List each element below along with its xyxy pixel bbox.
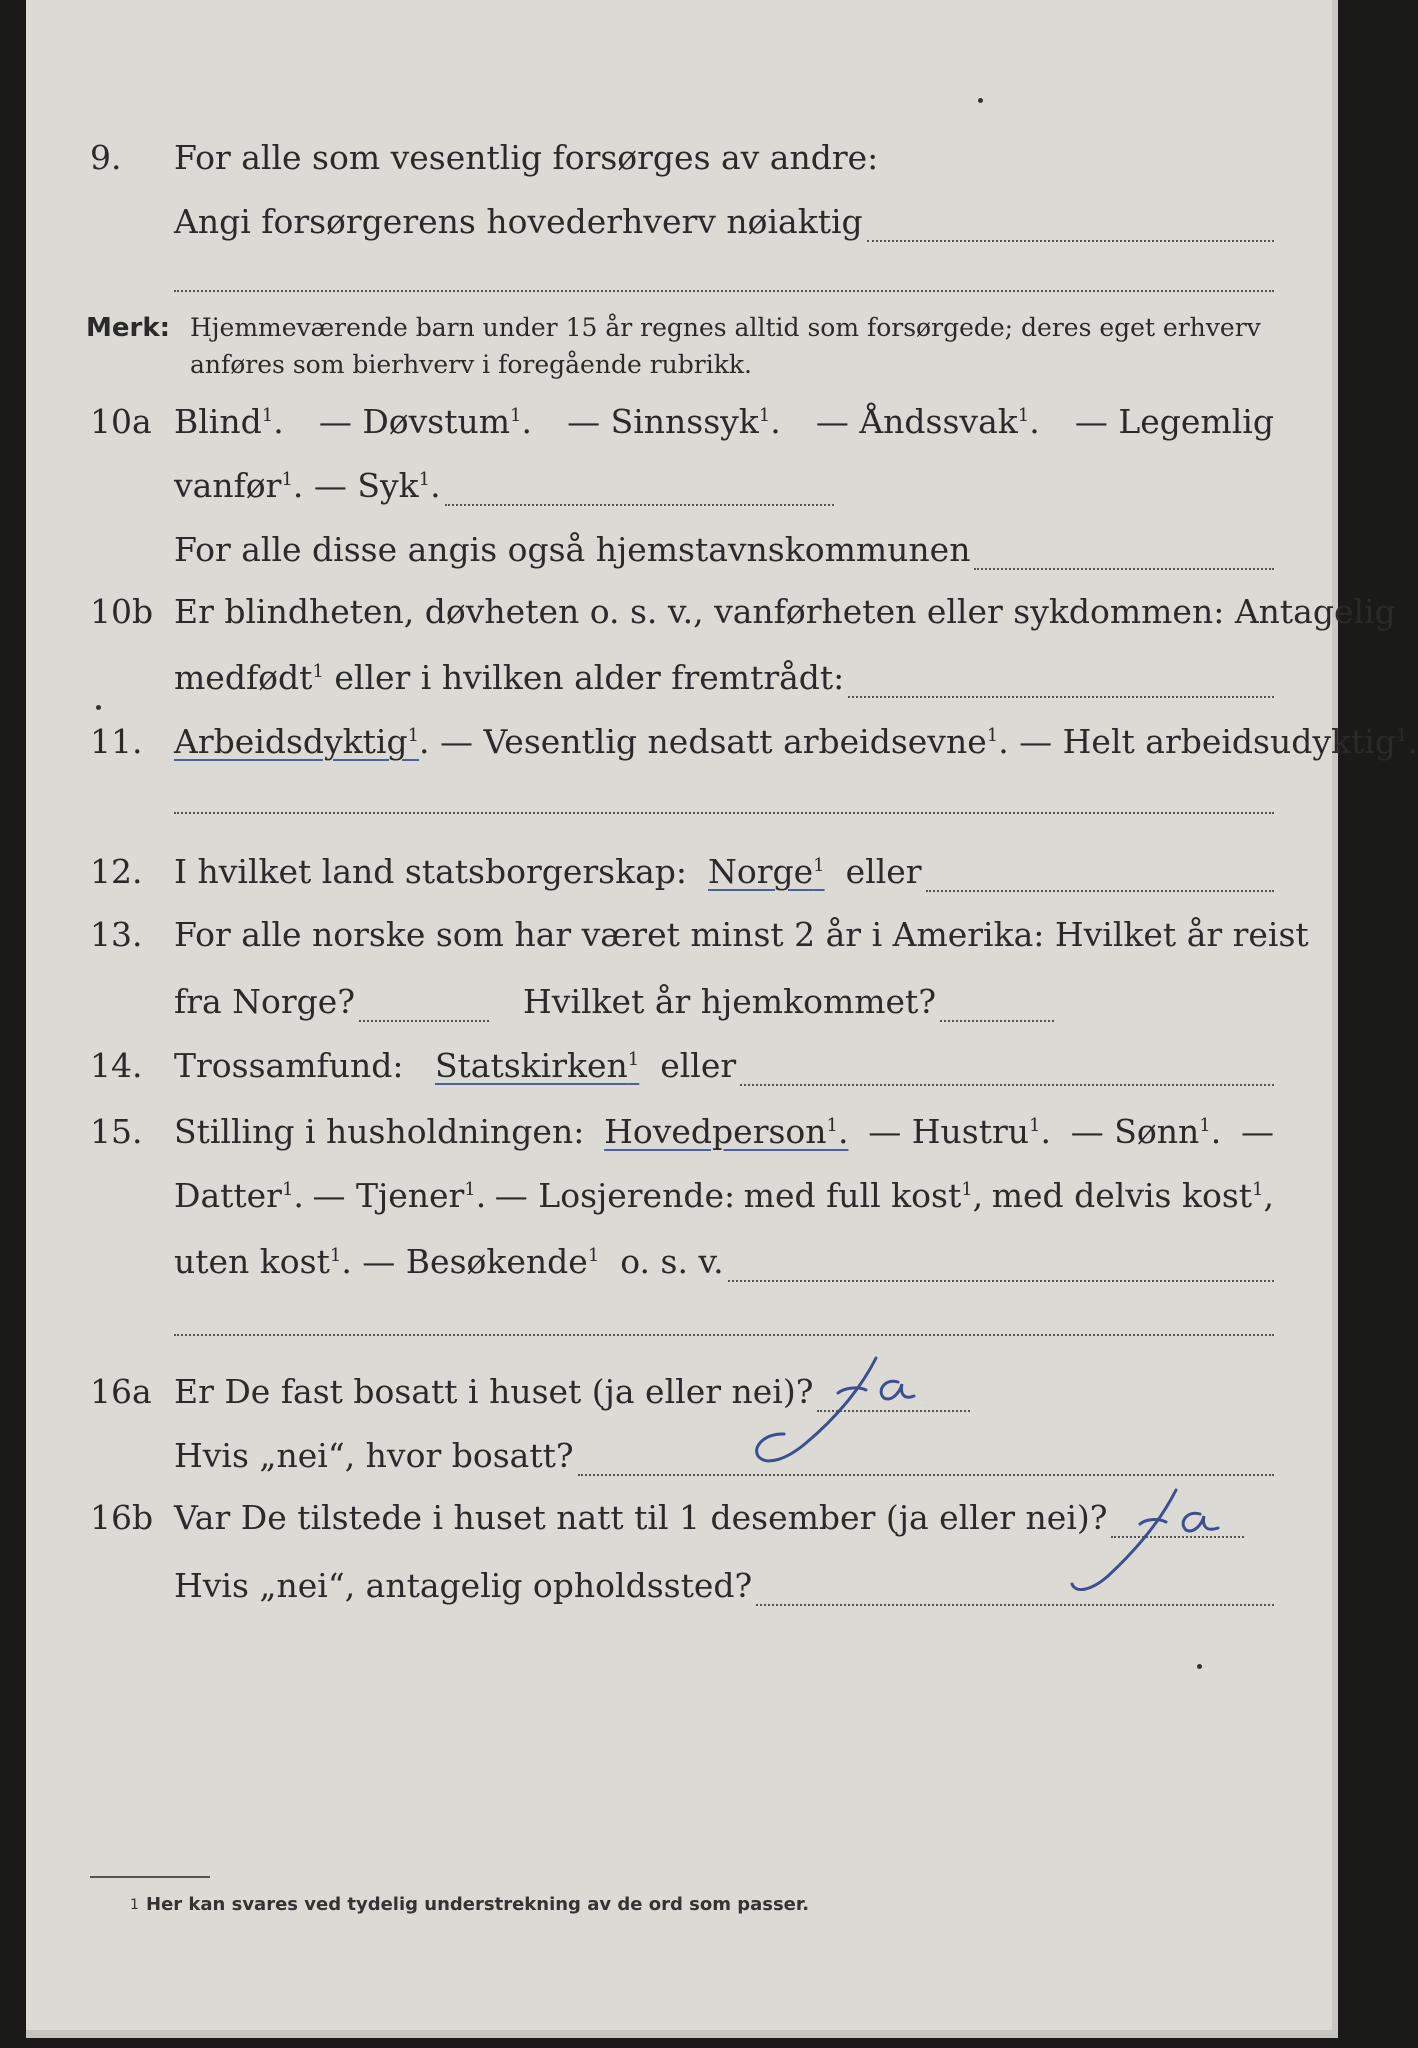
option-vesentlig-nedsatt[interactable]: . — Vesentlig nedsatt arbeidsevne$^1$: [419, 722, 999, 761]
ink-speck: [96, 705, 101, 710]
option-sinnssyk[interactable]: — Sinnssyk$^1$.: [567, 402, 781, 441]
option-andssvak[interactable]: — Åndssvak$^1$.: [815, 402, 1040, 441]
question-number: 16a: [90, 1372, 152, 1411]
option-vanfor[interactable]: vanfør$^1$.: [174, 466, 314, 505]
option-sonn[interactable]: — Sønn$^1$.: [1070, 1112, 1222, 1151]
answer-field[interactable]: [578, 1444, 1274, 1476]
svg-text:ja: ja: [926, 1406, 927, 1407]
footnote-marker: 1: [130, 1897, 139, 1913]
question-text: Er De fast bosatt i huset (ja eller nei)?: [174, 1372, 814, 1411]
question-text: eller: [660, 1046, 737, 1085]
question-text: Trossamfund:: [174, 1046, 404, 1085]
question-number: 15.: [90, 1112, 143, 1151]
question-text: Angi forsørgerens hovederhverv nøiaktig: [174, 202, 863, 241]
question-text: Er blindheten, døvheten o. s. v., vanførheten eller sykdommen: Antagelig: [174, 592, 1396, 631]
answer-field[interactable]: [974, 538, 1274, 570]
page-edge: [1332, 0, 1338, 2038]
question-number: 14.: [90, 1046, 143, 1085]
ink-speck: [978, 98, 983, 103]
question-text: — Losjerende:: [494, 1176, 736, 1215]
question-number: 12.: [90, 852, 143, 891]
option-datter[interactable]: Datter$^1$.: [174, 1176, 304, 1215]
answer-field[interactable]: [756, 1574, 1274, 1606]
ink-speck: [1197, 1664, 1202, 1669]
option-full-kost[interactable]: med full kost$^1$,: [743, 1176, 984, 1215]
question-text: eller i hvilken alder fremtrådt:: [334, 658, 845, 697]
question-text: fra Norge?: [174, 982, 356, 1021]
question-text: Stilling i husholdningen:: [174, 1112, 585, 1151]
answer-field[interactable]: [174, 290, 1274, 292]
option-hovedperson-selected[interactable]: Hovedperson$^1$.: [604, 1112, 849, 1151]
option-medfodt[interactable]: medfødt$^1$: [174, 658, 324, 697]
answer-field[interactable]: [867, 210, 1274, 242]
option-norge-selected[interactable]: Norge$^1$: [708, 852, 825, 891]
question-text: For alle disse angis også hjemstavnskommunen: [174, 530, 971, 569]
question-number: 10b: [90, 592, 154, 631]
answer-field[interactable]: [740, 1054, 1274, 1086]
answer-field[interactable]: [817, 1380, 970, 1412]
question-number: 11.: [90, 722, 143, 761]
question-text: I hvilket land statsborgerskap:: [174, 852, 688, 891]
note-text: anføres som bierhverv i foregående rubrikk.: [190, 350, 752, 379]
answer-field[interactable]: [848, 666, 1274, 698]
question-text: o. s. v.: [620, 1242, 724, 1281]
note-text: Hjemmeværende barn under 15 år regnes alltid som forsørgede; deres eget erhverv: [190, 313, 1261, 342]
question-number: 16b: [90, 1498, 154, 1537]
question-text: Hvis „nei“, antagelig opholdssted?: [174, 1566, 753, 1605]
option-hustru[interactable]: — Hustru$^1$.: [868, 1112, 1051, 1151]
answer-field[interactable]: [174, 1334, 1274, 1336]
question-text: Var De tilstede i huset natt til 1 desember (ja eller nei)?: [174, 1498, 1108, 1537]
answer-field[interactable]: [728, 1250, 1274, 1282]
question-text: Hvis „nei“, hvor bosatt?: [174, 1436, 574, 1475]
option-statskirken-selected[interactable]: Statskirken$^1$: [434, 1046, 640, 1085]
option-syk[interactable]: — Syk$^1$.: [313, 466, 441, 505]
question-number: 13.: [90, 915, 143, 954]
option-delvis-kost[interactable]: med delvis kost$^1$,: [991, 1176, 1274, 1215]
answer-field[interactable]: [359, 990, 489, 1022]
footnote-text: Her kan svares ved tydelig understrekning av de ord som passer.: [146, 1894, 810, 1915]
question-number: 9.: [90, 138, 122, 177]
question-text: For alle som vesentlig forsørges av andre:: [174, 138, 879, 177]
answer-field[interactable]: [1111, 1506, 1244, 1538]
question-text: For alle norske som har været minst 2 år i Amerika: Hvilket år reist: [174, 915, 1309, 954]
question-text: eller: [845, 852, 922, 891]
option-legemlig[interactable]: — Legemlig: [1074, 402, 1274, 441]
note-label: Merk:: [86, 313, 171, 343]
option-dovstum[interactable]: — Døvstum$^1$.: [318, 402, 532, 441]
option-blind[interactable]: Blind$^1$.: [174, 402, 284, 441]
answer-field[interactable]: [926, 860, 1274, 892]
census-form-page: 9. For alle som vesentlig forsørges av andre: Angi forsørgerens hovederhverv nøiaktig Merk: Hjemmeværende barn under 15 år regnes alltid som forsørgede; deres eget erhverv anføres som bierhverv i foregående rubrikk. 10a Blind$^1$. — Døvstum$^1$. — Sinnssyk$^1$. — Åndssvak$^1$. — Legemlig vanfør$^1$. — Syk$^1$. For alle disse angis også hjemstavnskommunen 10b Er blindheten, døvheten o. s. v., vanførheten eller sykdommen: Antagelig medfødt$^1$ eller i hvilken alder fremtrådt: 11. Arbeidsdyktig$^1$. — Vesentlig nedsatt arbeidsevne$^1$. — Helt arbeidsudyktig$^1$. 12. I hvilket land statsborgerskap: Norge$^1$ eller 13. For alle norske som har været minst 2 år i Amerika: Hvilket år reist fra Norge? Hvilket år hjemkommet? 14. Trossamfund: Statskirken$^1$ eller 15. Stilling i husholdningen: Hovedperson$^1$. — Hustru$^1$. — Sønn$^1$. — Datter$^1$. — Tjener$^1$. — Losjerende: med full kost$^1$, med delvis kost$^1$, uten kost$^1$. — Besøkende$^1$ o. s. v. 16a Er De fast bosatt i huset (ja eller nei)? Hvis „nei“, hvor bosatt? 16b Var De tilstede i huset natt til 1 desember (ja eller nei)? Hvis „nei“, antagelig opholdssted? ja 1 Her kan svares ved tydelig understrekning av de ord som passer.: [26, 0, 1338, 2038]
answer-field[interactable]: [940, 990, 1054, 1022]
footnote-rule: [90, 1876, 210, 1878]
answer-field[interactable]: [174, 812, 1274, 814]
question-number: 10a: [90, 402, 152, 441]
answer-field[interactable]: [445, 474, 834, 506]
option-tjener[interactable]: — Tjener$^1$.: [312, 1176, 487, 1215]
page-edge-bottom: [26, 2030, 1338, 2038]
option-helt-arbeidsudyktig[interactable]: . — Helt arbeidsudyktig$^1$: [998, 722, 1408, 761]
question-text: Hvilket år hjemkommet?: [523, 982, 937, 1021]
option-besokende[interactable]: — Besøkende$^1$: [362, 1242, 600, 1281]
option-arbeidsdyktig-selected[interactable]: Arbeidsdyktig$^1$: [174, 722, 420, 761]
option-uten-kost[interactable]: uten kost$^1$.: [174, 1242, 363, 1281]
